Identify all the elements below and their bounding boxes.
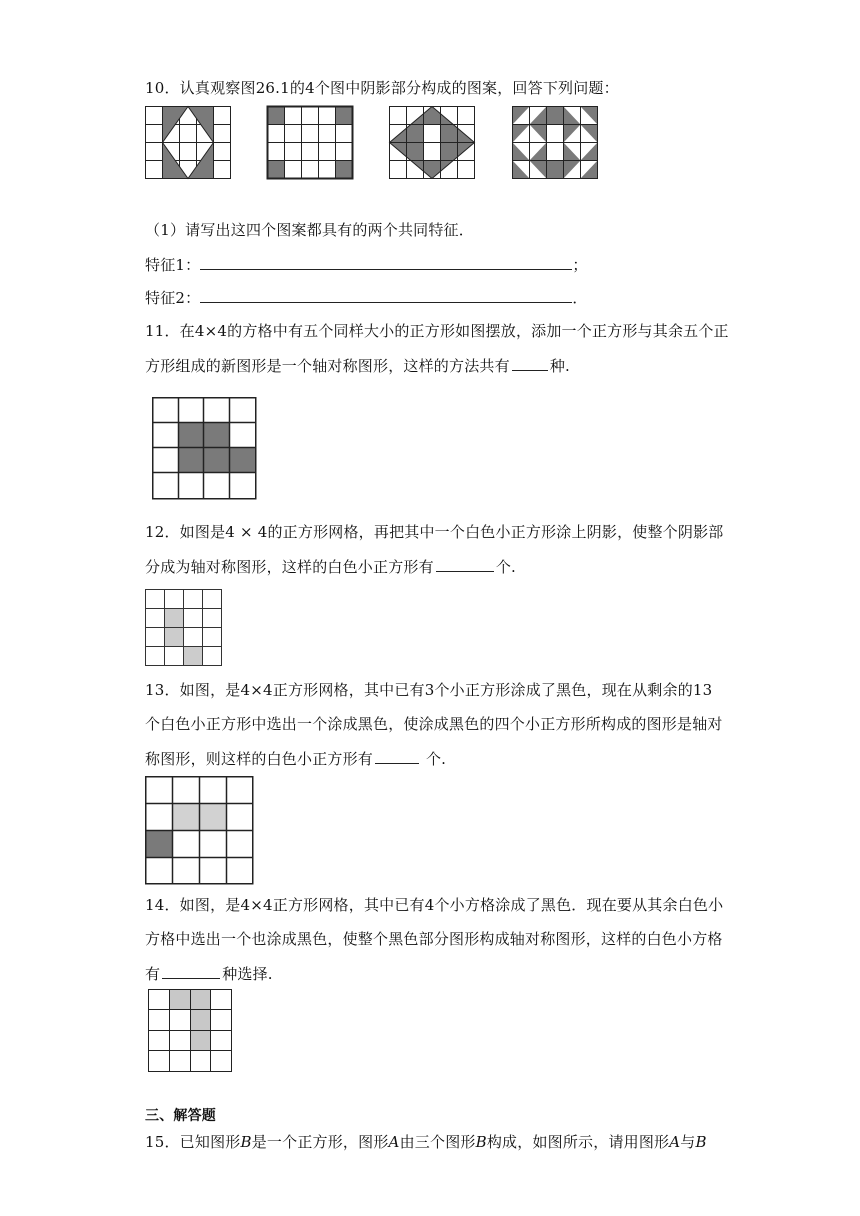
- section3-heading: 三、解答题: [145, 1108, 216, 1124]
- q11-line1: 11．在4×4的方格中有五个同样大小的正方形如图摆放，添加一个正方形与其余五个正: [145, 322, 729, 340]
- q10-figure-2: [267, 106, 357, 180]
- q14-line1: 14．如图，是4×4正方形网格，其中已有4个小方格涂成了黑色．现在要从其余白色小: [145, 896, 724, 914]
- q10-sub1: （1）请写出这四个图案都具有的两个共同特征．: [145, 221, 474, 239]
- q12-line1: 12．如图是4 × 4的正方形网格，再把其中一个白色小正方形涂上阴影，使整个阴影部: [145, 523, 724, 541]
- q13-line2: 个白色小正方形中选出一个涂成黑色，使涂成黑色的四个小正方形所构成的图形是轴对: [145, 715, 723, 733]
- q15-shape-a-2: A: [669, 1133, 681, 1151]
- q14-answer-blank[interactable]: [162, 963, 220, 979]
- q10-figure-4: [512, 106, 602, 180]
- q15-text-1: 15．已知图形: [145, 1133, 241, 1151]
- q13-grid-figure: [145, 776, 255, 886]
- q10-feature1-row: [145, 254, 588, 275]
- q10-figure-1: [145, 106, 235, 180]
- q12-line2-before: 分成为轴对称图形，这样的白色小正方形有: [145, 558, 434, 576]
- q10-feature1-end: ；: [572, 256, 588, 274]
- q10-feature1-answer-blank[interactable]: [200, 254, 572, 270]
- q10-feature2-label: 特征2：: [145, 289, 201, 307]
- q13-line3-before: 称图形，则这样的白色小正方形有: [145, 750, 374, 768]
- q11-grid-figure: [152, 397, 258, 501]
- q10-feature2-answer-blank[interactable]: [200, 287, 572, 303]
- q10-feature2-row: [145, 287, 588, 308]
- q12-answer-blank[interactable]: [436, 556, 494, 572]
- q11-line2: [145, 355, 570, 376]
- q14-line3-after: 种选择.: [222, 965, 273, 983]
- q10-stem: 10．认真观察图26.1的4个图中阴影部分构成的图案，回答下列问题：: [145, 79, 619, 97]
- q14-line3: [145, 963, 273, 984]
- q15-text-2: 是一个正方形，图形: [251, 1133, 389, 1151]
- q15-text-5: 与: [680, 1133, 696, 1151]
- q15-shape-b-3: B: [695, 1133, 707, 1151]
- q12-line2-after: 个.: [495, 558, 516, 576]
- q13-line3: [145, 748, 446, 769]
- q10-feature2-end: ．: [572, 289, 588, 307]
- q14-line3-before: 有: [145, 965, 161, 983]
- q15-line1: [145, 1132, 707, 1152]
- q10-feature1-label: 特征1：: [145, 256, 201, 274]
- q15-shape-b-1: B: [240, 1133, 252, 1151]
- q11-answer-blank[interactable]: [512, 355, 548, 371]
- q11-line2-after: 种.: [549, 357, 570, 375]
- q14-grid-figure: [148, 989, 234, 1073]
- q15-text-3: 由三个图形: [399, 1133, 476, 1151]
- q15-text-4: 构成，如图所示，请用图形: [486, 1133, 670, 1151]
- q15-shape-b-2: B: [475, 1133, 487, 1151]
- q13-answer-blank[interactable]: [375, 748, 419, 764]
- q10-figure-3: [389, 106, 479, 180]
- q13-line1: 13．如图，是4×4正方形网格，其中已有3个小正方形涂成了黑色，现在从剩余的13: [145, 681, 713, 699]
- q13-line3-after: 个.: [421, 750, 447, 768]
- q11-line2-before: 方形组成的新图形是一个轴对称图形，这样的方法共有: [145, 357, 510, 375]
- q12-line2: [145, 556, 516, 577]
- q15-shape-a-1: A: [388, 1133, 400, 1151]
- q14-line2: 方格中选出一个也涂成黑色，使整个黑色部分图形构成轴对称图形，这样的白色小方格: [145, 930, 723, 948]
- q12-grid-figure: [145, 589, 223, 667]
